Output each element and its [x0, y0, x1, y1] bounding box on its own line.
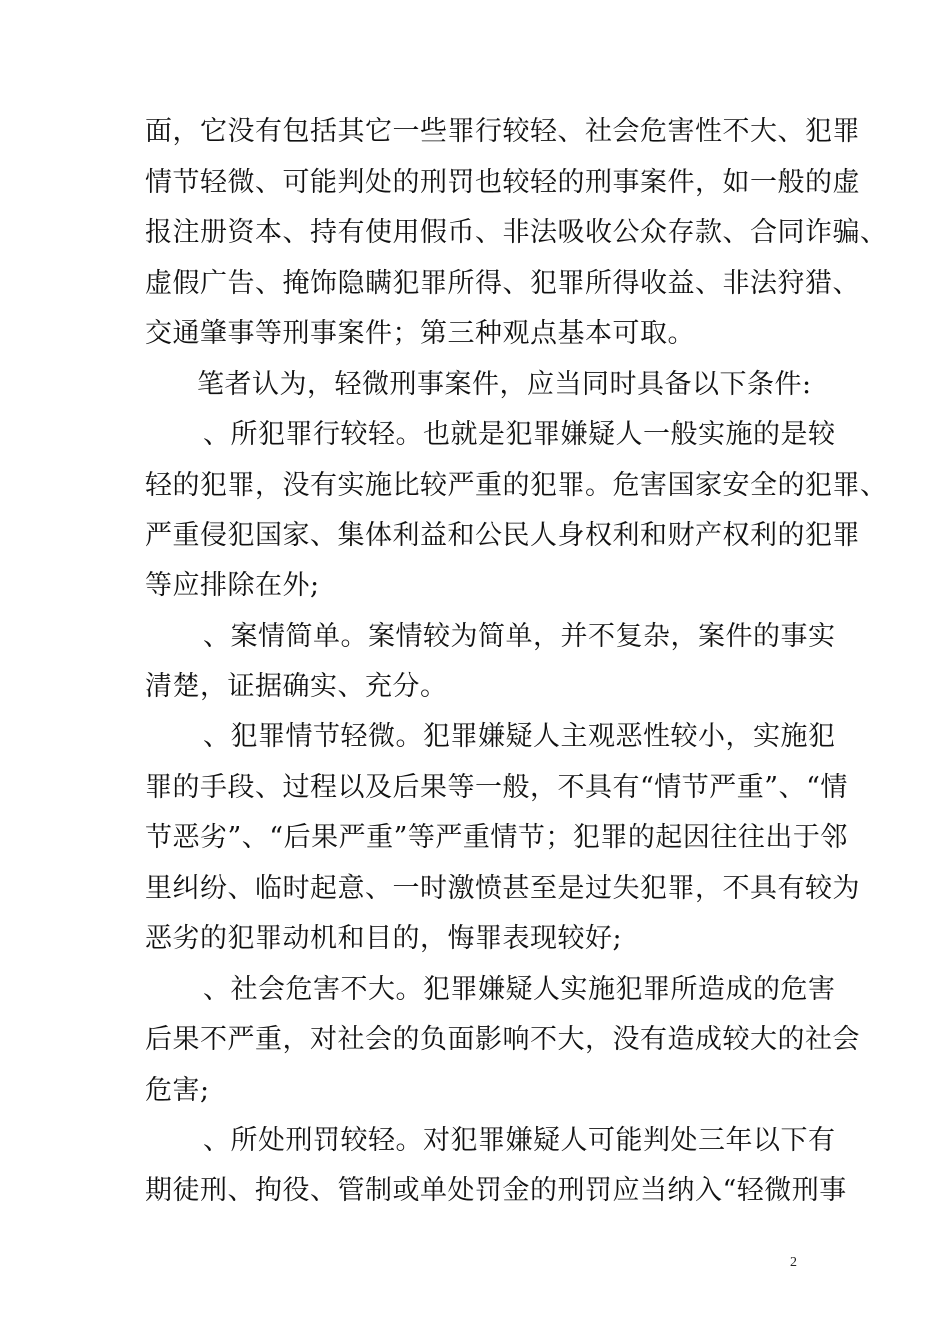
text-line: 笔者认为，轻微刑事案件，应当同时具备以下条件:: [197, 369, 812, 400]
text-line: 罪的手段、过程以及后果等一般，不具有“情节严重”、“情: [145, 772, 848, 803]
text-line: 严重侵犯国家、集体利益和公民人身权利和财产权利的犯罪: [145, 520, 860, 551]
text-line: 情节轻微、可能判处的刑罚也较轻的刑事案件，如一般的虚: [145, 167, 860, 198]
text-line: 、所处刑罚较轻。对犯罪嫌疑人可能判处三年以下有: [203, 1125, 836, 1156]
text-line: 虚假广告、掩饰隐瞒犯罪所得、犯罪所得收益、非法狩猎、: [145, 268, 860, 299]
text-line: 交通肇事等刑事案件；第三种观点基本可取。: [145, 318, 695, 349]
text-line: 后果不严重，对社会的负面影响不大，没有造成较大的社会: [145, 1024, 860, 1055]
text-line: 节恶劣”、“后果严重”等严重情节；犯罪的起因往往出于邻: [145, 822, 848, 853]
text-line: 面，它没有包括其它一些罪行较轻、社会危害性不大、犯罪: [145, 116, 860, 147]
page-number: 2: [790, 1255, 797, 1270]
text-line: 期徒刑、拘役、管制或单处罚金的刑罚应当纳入“轻微刑事: [145, 1175, 847, 1206]
text-line: 、案情简单。案情较为简单，并不复杂，案件的事实: [203, 621, 836, 652]
text-line: 危害;: [145, 1075, 210, 1106]
text-line: 、所犯罪行较轻。也就是犯罪嫌疑人一般实施的是较: [203, 419, 836, 450]
text-line: 轻的犯罪，没有实施比较严重的犯罪。危害国家安全的犯罪、: [145, 470, 888, 501]
text-line: 里纠纷、临时起意、一时激愤甚至是过失犯罪，不具有较为: [145, 873, 860, 904]
text-line: 报注册资本、持有使用假币、非法吸收公众存款、合同诈骗、: [145, 217, 888, 248]
text-line: 等应排除在外;: [145, 570, 320, 601]
text-line: 清楚，证据确实、充分。: [145, 671, 448, 702]
text-line: 恶劣的犯罪动机和目的，悔罪表现较好;: [145, 923, 623, 954]
text-line: 、犯罪情节轻微。犯罪嫌疑人主观恶性较小，实施犯: [203, 721, 836, 752]
text-line: 、社会危害不大。犯罪嫌疑人实施犯罪所造成的危害: [203, 974, 836, 1005]
